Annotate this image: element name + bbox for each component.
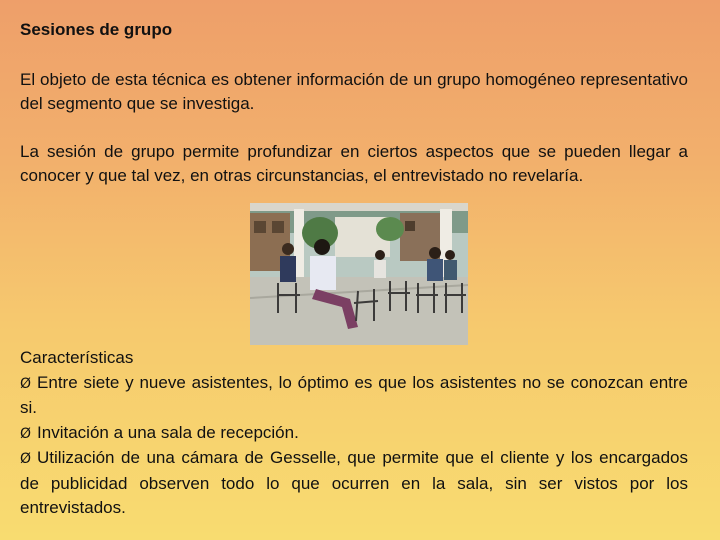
list-item	[20, 446, 688, 521]
slide-title: Sesiones de grupo	[20, 20, 173, 39]
feature-text: Invitación a una sala de recepción.	[37, 422, 299, 442]
detail-paragraph: La sesión de grupo permite profundizar en ciertos aspectos que se pueden llegar a conocer y que tal vez, en otras circunstancias, el entrevistado no revelaría.	[20, 142, 688, 185]
arrow-bullet-icon: Ø	[20, 375, 32, 392]
feature-text: Utilización de una cámara de Gesselle, que permite que el cliente y los encargados de publicidad observen todo lo que ocurren en la sala, sin ser vistos por los entrevistados.	[20, 448, 688, 517]
features-heading: Características	[20, 348, 134, 367]
features-list	[20, 371, 688, 521]
list-item	[20, 421, 688, 447]
group-session-photo	[250, 203, 468, 345]
arrow-bullet-icon: Ø	[20, 451, 32, 467]
features-section	[20, 346, 688, 521]
feature-text: Entre siete y nueve asistentes, lo óptimo es que los asistentes no se conozcan entre si.	[20, 372, 688, 417]
arrow-bullet-icon: Ø	[20, 425, 32, 442]
intro-paragraph: El objeto de esta técnica es obtener información de un grupo homogéneo representativo del segmento que se investiga.	[20, 70, 688, 113]
list-item	[20, 371, 688, 421]
